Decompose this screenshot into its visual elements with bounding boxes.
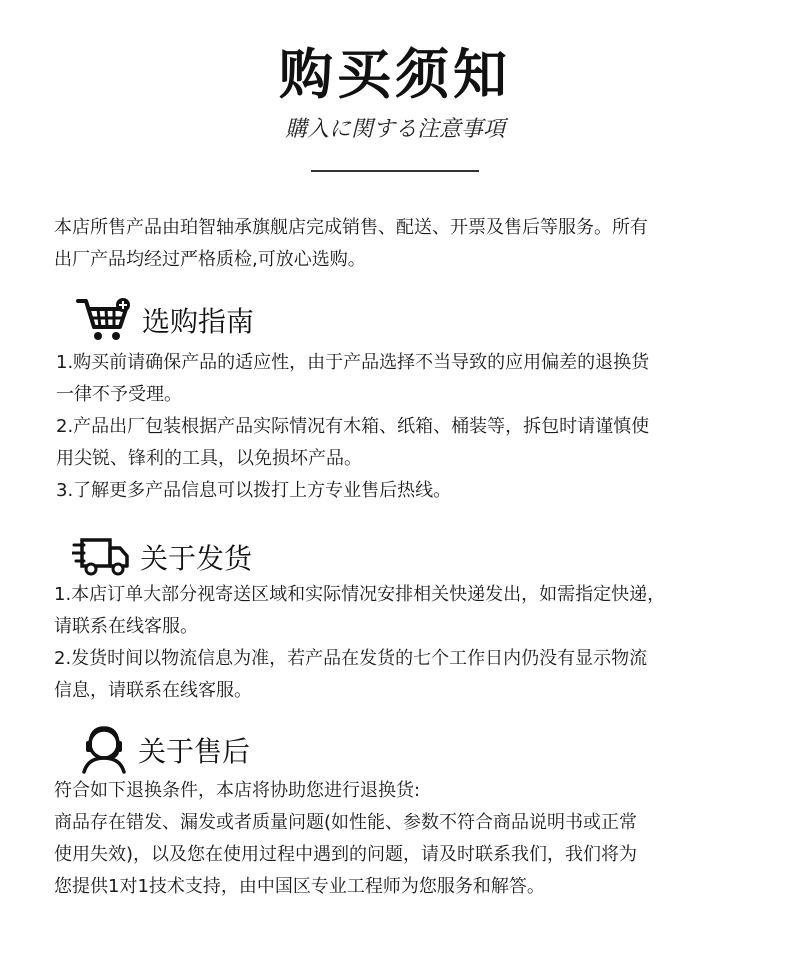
section-title: 关于售后 — [138, 735, 251, 768]
intro-line: 出厂产品均经过严格质检,可放心选购。 — [54, 249, 366, 270]
section-heading-shipping — [72, 537, 252, 581]
guide-line: 2.产品出厂包装根据产品实际情况有木箱、纸箱、桶装等，拆包时请谨慎使 — [56, 416, 650, 437]
guide-line: 一律不予受理。 — [56, 384, 182, 405]
section-heading-aftersales — [80, 726, 250, 778]
customer-service-icon — [80, 726, 128, 778]
section-heading-guide — [76, 297, 254, 347]
intro-line: 本店所售产品由珀智轴承旗舰店完成销售、配送、开票及售后等服务。所有 — [54, 217, 648, 238]
guide-line: 1.购买前请确保产品的适应性，由于产品选择不当导致的应用偏差的退换货 — [56, 352, 650, 373]
aftersales-line: 使用失效)，以及您在使用过程中遇到的问题，请及时联系我们，我们将为 — [54, 844, 638, 865]
aftersales-line: 您提供1对1技术支持，由中国区专业工程师为您服务和解答。 — [54, 876, 545, 897]
divider — [311, 170, 479, 172]
page-subtitle: 購入に関する注意事項 — [284, 117, 505, 142]
aftersales-paragraph — [54, 775, 637, 903]
guide-paragraph — [56, 347, 649, 507]
guide-line: 3.了解更多产品信息可以拨打上方专业售后热线。 — [56, 480, 452, 501]
section-title: 选购指南 — [142, 305, 255, 338]
page-title: 购买须知 — [279, 43, 511, 106]
shipping-line: 信息，请联系在线客服。 — [54, 680, 252, 701]
shipping-line: 2.发货时间以物流信息为准，若产品在发货的七个工作日内仍没有显示物流 — [54, 648, 648, 669]
shipping-line: 请联系在线客服。 — [54, 616, 198, 637]
aftersales-line: 符合如下退换条件，本店将协助您进行退换货: — [54, 780, 421, 801]
shopping-cart-icon — [76, 297, 132, 347]
intro-paragraph — [54, 212, 648, 276]
shipping-line: 1.本店订单大部分视寄送区域和实际情况安排相关快递发出，如需指定快递， — [54, 584, 666, 605]
shipping-paragraph — [54, 579, 665, 707]
guide-line: 用尖锐、锋利的工具，以免损坏产品。 — [56, 448, 362, 469]
aftersales-line: 商品存在错发、漏发或者质量问题(如性能、参数不符合商品说明书或正常 — [54, 812, 638, 833]
section-title: 关于发货 — [140, 542, 253, 575]
delivery-truck-icon — [72, 537, 130, 581]
